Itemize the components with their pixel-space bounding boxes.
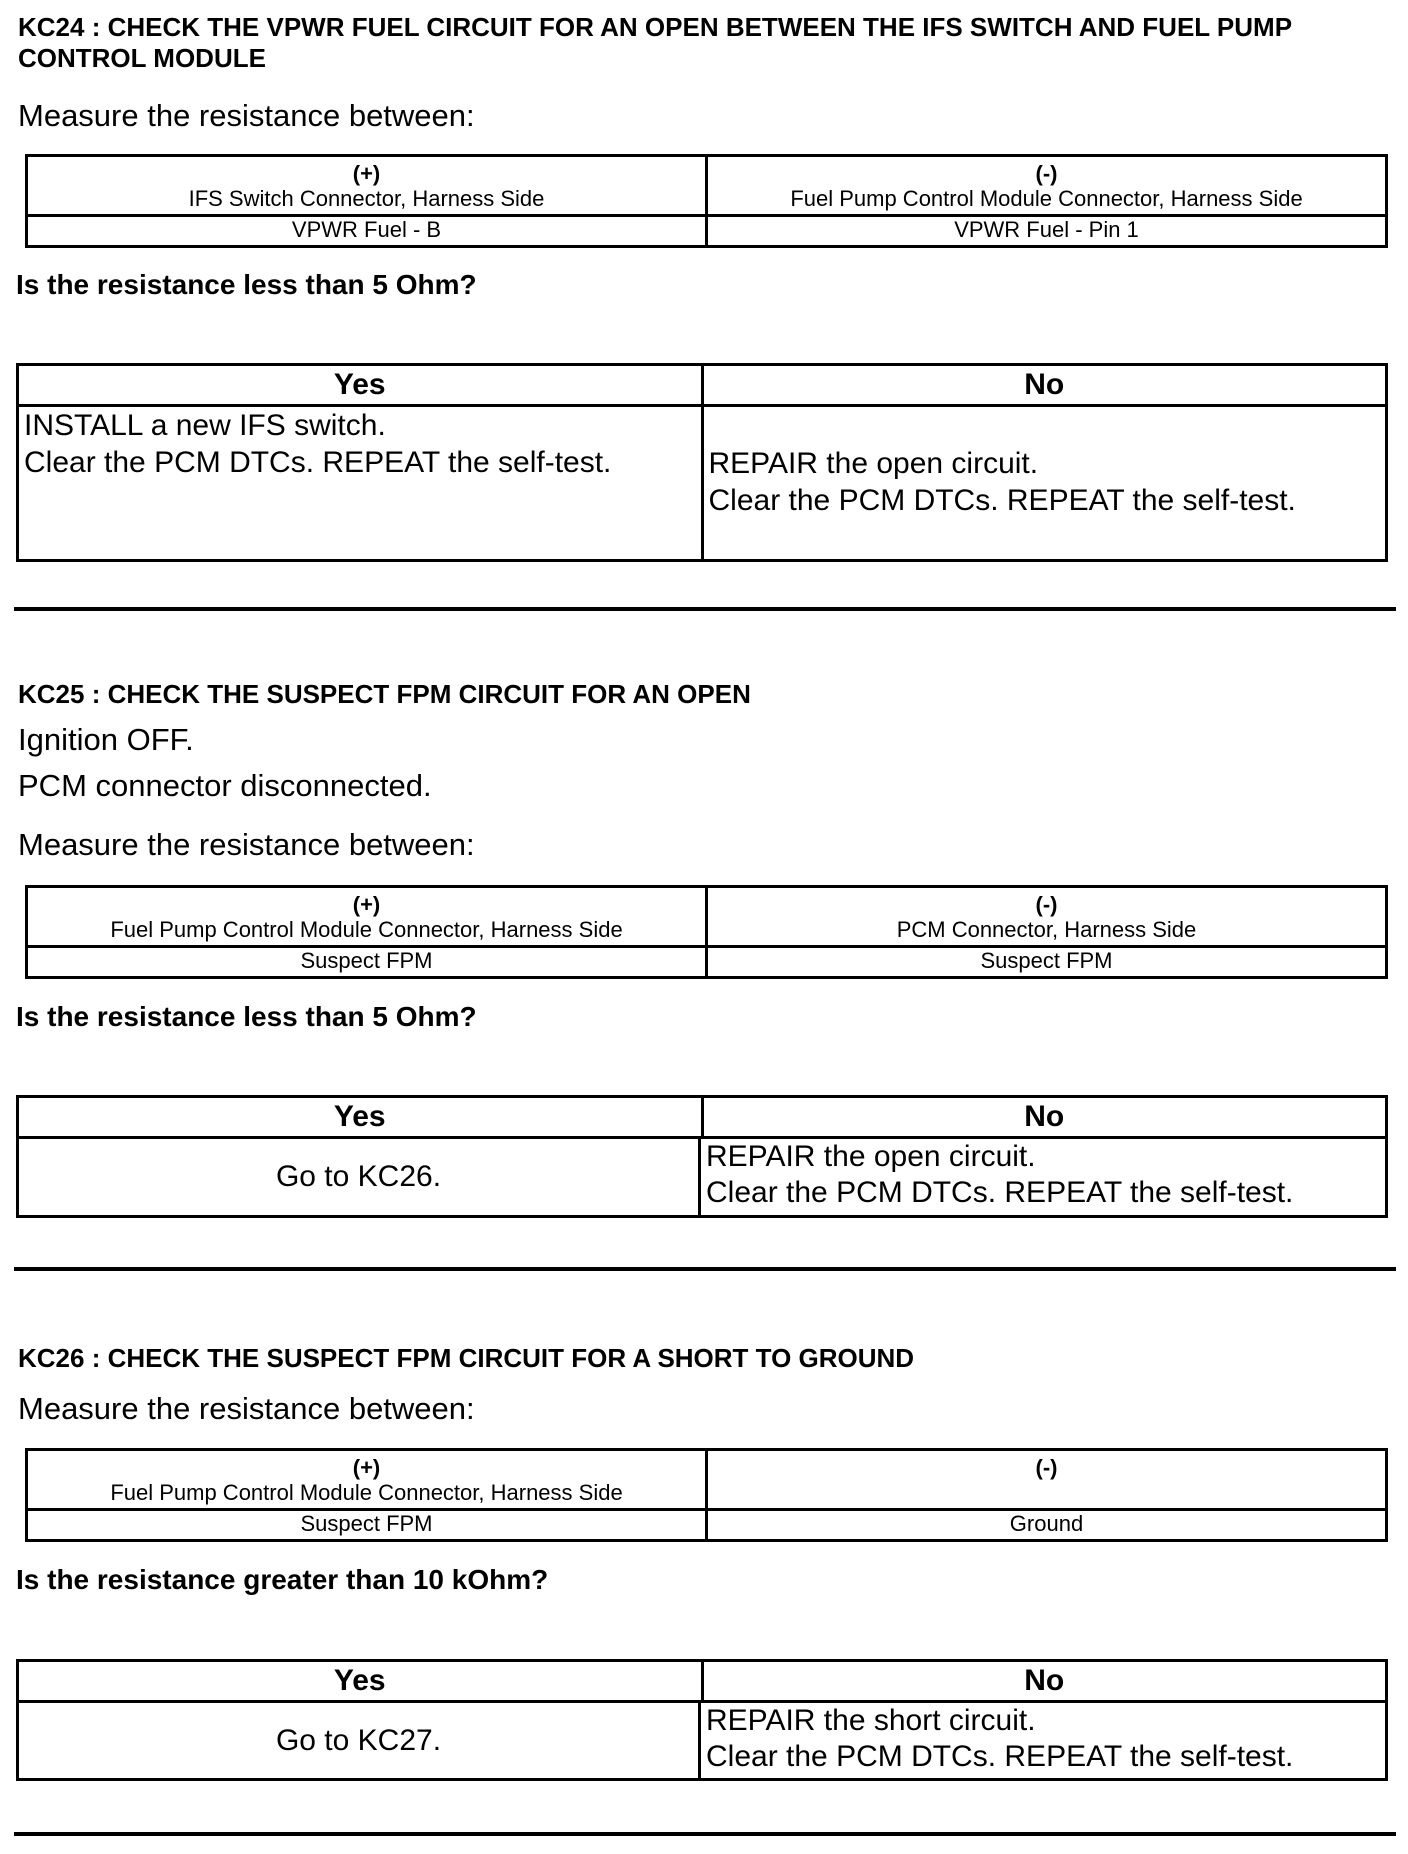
measure-pin-row <box>28 948 1385 976</box>
yes-cell: Go to KC27. <box>275 1723 442 1757</box>
kc26-instruction: Measure the resistance between: <box>18 1391 475 1426</box>
plus-label: (+) <box>352 1455 381 1480</box>
measure-plus-cell <box>28 1451 705 1508</box>
no-header: No <box>701 366 1386 404</box>
measure-plus-cell <box>28 888 705 945</box>
kc24-title-line1: KC24 : CHECK THE VPWR FUEL CIRCUIT FOR AN OPEN BETWEEN THE IFS SWITCH AND FUEL PUMP <box>18 12 1293 42</box>
measure-pin-row <box>28 1511 1385 1539</box>
minus-pin: Ground <box>705 1511 1385 1539</box>
minus-label: (-) <box>1035 892 1058 917</box>
measure-pin-row <box>28 217 1385 245</box>
kc24-title-line2: CONTROL MODULE <box>18 43 266 73</box>
measure-minus-cell <box>705 1451 1385 1508</box>
measure-header-row <box>28 157 1385 217</box>
measure-header-row <box>28 1451 1385 1511</box>
no-line2: Clear the PCM DTCs. REPEAT the self-test. <box>706 1740 1294 1773</box>
kc25-step1: Ignition OFF. <box>18 722 194 757</box>
kc24-title <box>18 12 1292 74</box>
section-divider <box>14 607 1396 611</box>
kc25-title: KC25 : CHECK THE SUSPECT FPM CIRCUIT FOR AN OPEN <box>18 679 751 709</box>
plus-label: (+) <box>352 161 381 186</box>
no-header: No <box>701 1662 1386 1700</box>
plus-connector: Fuel Pump Control Module Connector, Harness Side <box>110 917 623 942</box>
kc26-measure-table <box>25 1448 1388 1542</box>
yes-header: Yes <box>333 368 386 401</box>
kc24-instruction: Measure the resistance between: <box>18 98 475 133</box>
result-header-row <box>19 1662 1385 1703</box>
yes-line2: Clear the PCM DTCs. REPEAT the self-test. <box>24 446 612 479</box>
minus-pin: VPWR Fuel - Pin 1 <box>705 217 1385 245</box>
measure-minus-cell <box>705 888 1385 945</box>
result-header-row <box>19 1098 1385 1139</box>
plus-connector: IFS Switch Connector, Harness Side <box>188 186 545 211</box>
no-cell <box>701 407 1386 559</box>
result-header-row <box>19 366 1385 407</box>
no-line2: Clear the PCM DTCs. REPEAT the self-test. <box>708 484 1296 517</box>
kc26-title: KC26 : CHECK THE SUSPECT FPM CIRCUIT FOR A SHORT TO GROUND <box>18 1343 915 1373</box>
kc26-question: Is the resistance greater than 10 kOhm? <box>16 1564 549 1595</box>
kc24-question: Is the resistance less than 5 Ohm? <box>16 269 477 300</box>
yes-line1: INSTALL a new IFS switch. <box>24 409 386 442</box>
plus-connector: Fuel Pump Control Module Connector, Harness Side <box>110 1480 623 1505</box>
no-line2: Clear the PCM DTCs. REPEAT the self-test. <box>706 1176 1294 1209</box>
kc24-measure-table <box>25 154 1388 248</box>
minus-label: (-) <box>1035 1455 1058 1480</box>
yes-header: Yes <box>333 1100 386 1133</box>
no-cell <box>698 1703 1385 1778</box>
plus-pin: Suspect FPM <box>300 948 433 973</box>
yes-header: Yes <box>333 1664 386 1697</box>
kc24-result-table <box>16 363 1388 562</box>
no-line1: REPAIR the open circuit. <box>706 1140 1036 1173</box>
no-line1: REPAIR the short circuit. <box>706 1704 1036 1737</box>
no-header: No <box>701 1098 1386 1136</box>
measure-plus-cell <box>28 157 705 214</box>
section-divider <box>14 1267 1396 1271</box>
kc25-question: Is the resistance less than 5 Ohm? <box>16 1001 477 1032</box>
measure-header-row <box>28 888 1385 948</box>
section-divider <box>14 1832 1396 1836</box>
no-cell <box>698 1139 1385 1215</box>
yes-cell: Go to KC26. <box>275 1160 442 1193</box>
plus-label: (+) <box>352 892 381 917</box>
plus-pin: VPWR Fuel - B <box>291 217 442 242</box>
kc25-instruction: Measure the resistance between: <box>18 827 475 862</box>
minus-label: (-) <box>1035 161 1058 186</box>
yes-cell <box>19 407 701 559</box>
result-body-row <box>19 1139 1385 1215</box>
kc25-measure-table <box>25 885 1388 979</box>
measure-minus-cell <box>705 157 1385 214</box>
result-body-row <box>19 1703 1385 1778</box>
minus-connector: Fuel Pump Control Module Connector, Harness Side <box>790 186 1303 211</box>
kc26-result-table <box>16 1659 1388 1781</box>
kc25-step2: PCM connector disconnected. <box>18 768 432 803</box>
no-line1: REPAIR the open circuit. <box>708 447 1039 480</box>
kc25-result-table <box>16 1095 1388 1218</box>
plus-pin: Suspect FPM <box>300 1511 433 1536</box>
result-body-row <box>19 407 1385 559</box>
minus-connector: PCM Connector, Harness Side <box>896 917 1197 942</box>
minus-pin: Suspect FPM <box>705 948 1385 976</box>
